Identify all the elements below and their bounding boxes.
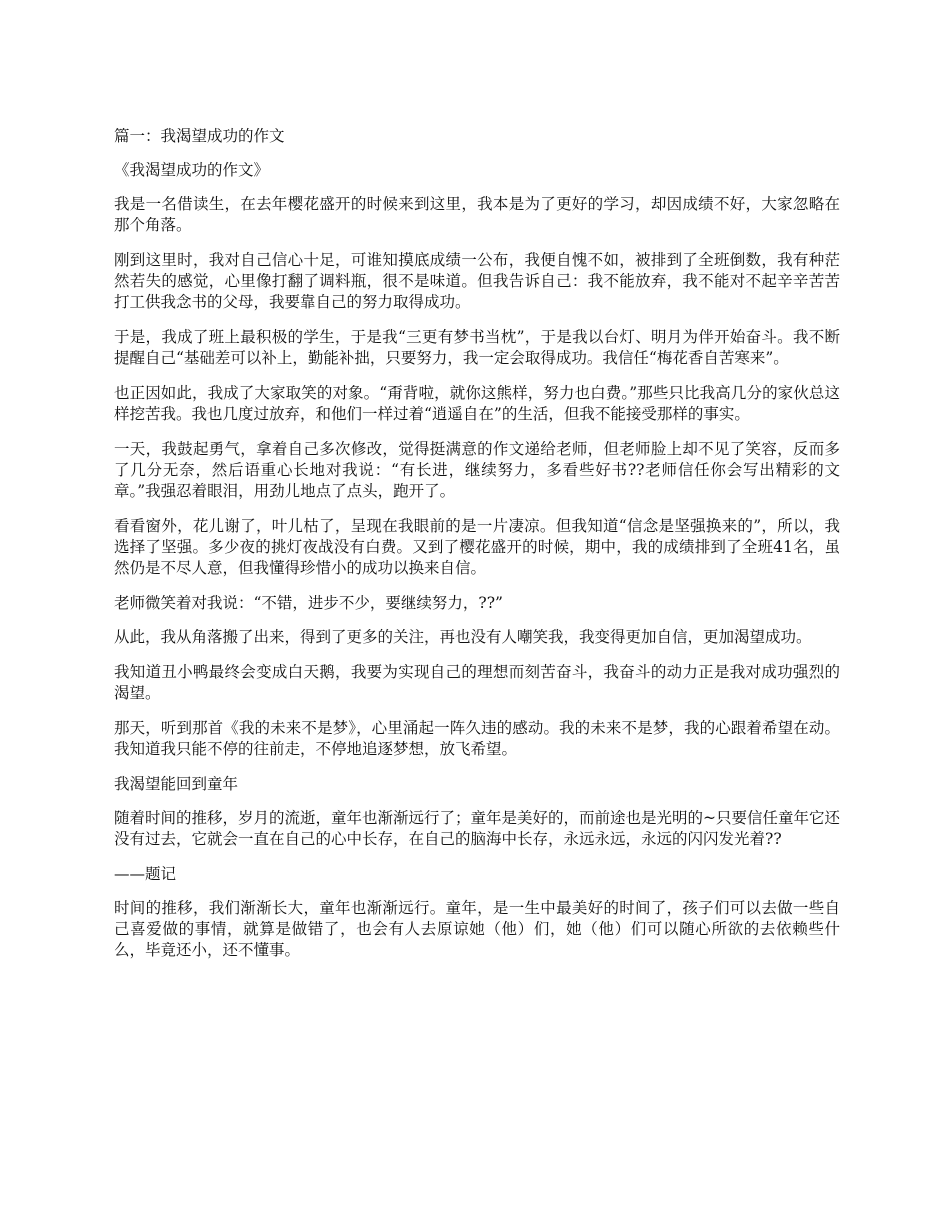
paragraph: 于是，我成了班上最积极的学生，于是我“三更有梦书当枕”，于是我以台灯、明月为伴开始奋斗。我不断提醒自己“基础差可以补上，勤能补拙，只要努力，我一定会取得成功。我信任“梅花香自苦寒来”。 xyxy=(114,328,840,367)
paragraph: 我是一名借读生，在去年樱花盛开的时候来到这里，我本是为了更好的学习，却因成绩不好，大家忽略在那个角落。 xyxy=(114,195,840,234)
paragraph: 也正因如此，我成了大家取笑的对象。“甭背啦，就你这熊样，努力也白费。”那些只比我高几分的家伙总这样挖苦我。我也几度过放弃，和他们一样过着“逍遥自在”的生活，但我不能接受那样的事实。 xyxy=(114,384,840,423)
paragraph: 看看窗外，花儿谢了，叶儿枯了，呈现在我眼前的是一片凄凉。但我知道“信念是坚强换来的”，所以，我选择了坚强。多少夜的挑灯夜战没有白费。又到了樱花盛开的时候，期中，我的成绩排到了全班41名，虽然仍是不尽人意，但我懂得珍惜小的成功以换来自信。 xyxy=(114,517,840,577)
essay-title: 我渴望能回到童年 xyxy=(114,775,239,793)
section-heading: 篇一：我渴望成功的作文 xyxy=(114,127,285,145)
paragraph: 我知道丑小鸭最终会变成白天鹅，我要为实现自己的理想而刻苦奋斗，我奋斗的动力正是我对成功强烈的渴望。 xyxy=(114,663,840,702)
paragraph: 时间的推移，我们渐渐长大，童年也渐渐远行。童年，是一生中最美好的时间了，孩子们可以去做一些自己喜爱做的事情，就算是做错了，也会有人去原谅她（他）们，她（他）们可以随心所欲的去依赖些什么，毕竟还小，还不懂事。 xyxy=(114,899,840,959)
paragraph: 老师微笑着对我说：“不错，进步不少，要继续努力，??” xyxy=(114,594,503,612)
epigraph-label: ——题记 xyxy=(114,865,177,883)
paragraph: 从此，我从角落搬了出来，得到了更多的关注，再也没有人嘲笑我，我变得更加自信，更加渴望成功。 xyxy=(114,628,812,646)
paragraph: 一天，我鼓起勇气，拿着自己多次修改，觉得挺满意的作文递给老师，但老师脸上却不见了笑容，反而多了几分无奈，然后语重心长地对我说：“有长进，继续努力，多看些好书??老师信任你会写出精彩的文章。”我强忍着眼泪，用劲儿地点了点头，跑开了。 xyxy=(114,440,840,500)
essay-title: 《我渴望成功的作文》 xyxy=(114,161,270,179)
paragraph: 那天，听到那首《我的未来不是梦》，心里涌起一阵久违的感动。我的未来不是梦，我的心跟着希望在动。我知道我只能不停的往前走，不停地追逐梦想，放飞希望。 xyxy=(114,719,840,758)
paragraph: 随着时间的推移，岁月的流逝，童年也渐渐远行了；童年是美好的，而前途也是光明的~只要信任童年它还没有过去，它就会一直在自己的心中长存，在自己的脑海中长存，永远永远，永远的闪闪发光着?? xyxy=(114,809,840,848)
document-page xyxy=(114,126,840,975)
paragraph: 刚到这里时，我对自己信心十足，可谁知摸底成绩一公布，我便自愧不如，被排到了全班倒数，我有种茫然若失的感觉，心里像打翻了调料瓶，很不是味道。但我告诉自己：我不能放弃，我不能对不起辛辛苦苦打工供我念书的父母，我要靠自己的努力取得成功。 xyxy=(114,251,840,311)
